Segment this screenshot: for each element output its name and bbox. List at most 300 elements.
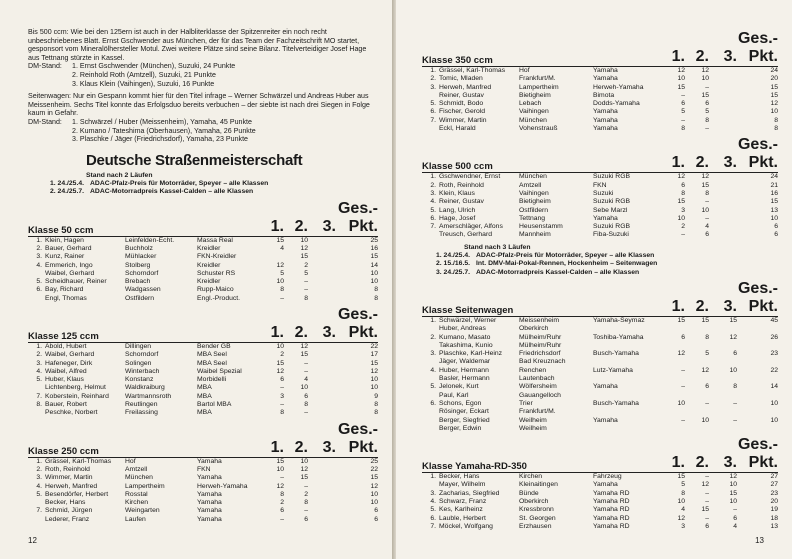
race3-cell xyxy=(308,409,336,417)
total-cell: 8 xyxy=(774,116,778,124)
place-cell: 2. xyxy=(430,333,436,341)
results-section xyxy=(28,306,378,418)
race3-cell xyxy=(308,278,336,286)
total-cell: 15 xyxy=(370,474,378,482)
town-cell: Reutlingen xyxy=(125,401,158,409)
dm-stand-item: 3. Klaus Klein (Vaihingen), Suzuki, 16 Punkte xyxy=(72,79,215,88)
town-cell: Stolberg xyxy=(125,261,151,269)
column-header: 1. xyxy=(270,438,284,456)
rider-cell: Huber, Andreas xyxy=(439,325,486,333)
race3-cell xyxy=(308,393,336,401)
table-row xyxy=(422,350,778,358)
race2-cell: 2 xyxy=(304,261,308,269)
machine-cell xyxy=(593,392,659,400)
race1-cell: 8 xyxy=(280,490,284,498)
place-cell: 5. xyxy=(36,376,42,384)
column-header: 1. xyxy=(671,154,685,172)
rider-cell: Waibel, Gerhard xyxy=(45,269,95,277)
total-cell: 24 xyxy=(770,173,778,181)
rider-cell: Lederer, Franz xyxy=(45,515,90,523)
table-row xyxy=(28,401,378,409)
table-row xyxy=(422,358,778,366)
table-row xyxy=(422,100,778,108)
race1-cell: 10 xyxy=(276,278,284,286)
place-cell: 7. xyxy=(430,522,436,530)
total-cell: 20 xyxy=(770,497,778,505)
table-row xyxy=(28,393,378,401)
machine-cell: Yamaha xyxy=(197,490,222,498)
place-cell xyxy=(422,92,439,100)
race3-cell xyxy=(308,237,336,245)
table-row xyxy=(28,491,378,499)
race3-cell: 10 xyxy=(729,366,737,374)
race2-cell: 15 xyxy=(701,181,709,189)
race3-cell xyxy=(308,376,336,384)
table-row xyxy=(422,223,778,231)
machine-cell: Waibel Spezial xyxy=(197,367,242,375)
race2-cell: 6 xyxy=(705,383,709,391)
town-cell: Dillingen xyxy=(125,342,152,350)
race1-cell: 10 xyxy=(677,399,685,407)
column-header: 2. xyxy=(294,323,308,341)
machine-cell: Rupp-Maico xyxy=(197,286,234,294)
race3-cell xyxy=(709,325,737,333)
race1-cell: – xyxy=(681,116,685,124)
total-cell: 10 xyxy=(370,269,378,277)
total-cell xyxy=(737,358,778,366)
town-cell: Lautenbach xyxy=(519,375,555,383)
race2-cell: – xyxy=(304,286,308,294)
race3-cell xyxy=(308,253,336,261)
dm-stand-500 xyxy=(28,62,378,88)
race2-cell: – xyxy=(304,482,308,490)
rider-cell: Zacharias, Siegfried xyxy=(439,489,500,497)
machine-cell: Herweh-Yamaha xyxy=(593,83,644,91)
machine-cell: Fahrzeug xyxy=(593,473,622,481)
race2-cell xyxy=(685,342,709,350)
column-header: Ges.-Pkt. xyxy=(737,279,778,315)
machine-cell: Yamaha xyxy=(593,108,618,116)
total-cell: 22 xyxy=(370,342,378,350)
race3-cell: 15 xyxy=(729,316,737,324)
machine-cell: Yamaha xyxy=(197,499,222,507)
race1-cell: 5 xyxy=(280,269,284,277)
table-row xyxy=(28,360,378,368)
place-cell: 5. xyxy=(36,490,42,498)
town-cell: Vaihingen xyxy=(519,108,549,116)
results-table xyxy=(422,473,778,531)
rider-cell: Kes, Karlheinz xyxy=(439,506,483,514)
stand-race xyxy=(422,269,778,277)
place-cell xyxy=(422,392,439,400)
race1-cell: 10 xyxy=(677,497,685,505)
machine-cell: MBA xyxy=(197,392,212,400)
total-cell: 8 xyxy=(374,286,378,294)
table-row xyxy=(28,384,378,392)
town-cell: Ostfildern xyxy=(125,294,155,302)
town-cell: Renchen xyxy=(519,366,547,374)
race1-cell: 8 xyxy=(280,409,284,417)
results-table xyxy=(28,458,378,524)
race2-cell: 15 xyxy=(701,91,709,99)
race3-cell: 12 xyxy=(729,473,737,481)
total-cell: 10 xyxy=(770,399,778,407)
right-page-content xyxy=(422,0,778,531)
town-cell: Solingen xyxy=(125,359,152,367)
total-cell: 15 xyxy=(770,83,778,91)
place-cell: 5. xyxy=(430,100,436,108)
table-row xyxy=(28,483,378,491)
results-section xyxy=(422,436,778,531)
town-cell: Bad Kreuznach xyxy=(519,358,566,366)
total-cell xyxy=(737,425,778,433)
rider-cell: Bauer, Robert xyxy=(45,401,87,409)
machine-cell: Herweh-Yamaha xyxy=(197,482,248,490)
race1-cell: 4 xyxy=(280,244,284,252)
rider-cell: Basler, Hermann xyxy=(439,375,490,383)
column-header: 3. xyxy=(322,217,336,235)
race3-cell xyxy=(709,215,737,223)
race1-cell: 10 xyxy=(677,75,685,83)
dm-stand-item: 3. Plaschke / Jäger (Friedrichsdorf), Yamaha, 23 Punkte xyxy=(72,135,248,144)
place-cell: 6. xyxy=(430,399,436,407)
race3-cell xyxy=(709,75,737,83)
total-cell: 17 xyxy=(370,351,378,359)
table-row xyxy=(422,481,778,489)
place-cell: 8. xyxy=(36,401,42,409)
table-row xyxy=(422,198,778,206)
right-results-bottom xyxy=(422,280,778,531)
column-header: 3. xyxy=(723,297,737,315)
rider-cell: Amerschläger, Alfons xyxy=(439,223,503,231)
stand-race-text: ADAC-Pfalz-Preis für Motorräder, Speyer – alle Klassen xyxy=(476,252,655,260)
race2-cell: 10 xyxy=(701,206,709,214)
stand-block xyxy=(28,172,378,197)
table-row xyxy=(422,92,778,100)
race1-cell: 12 xyxy=(677,350,685,358)
town-cell: Lampertheim xyxy=(519,83,559,91)
race2-cell: 15 xyxy=(300,253,308,261)
machine-cell xyxy=(593,342,659,350)
race3-cell xyxy=(709,223,737,231)
race3-cell xyxy=(709,425,737,433)
race2-cell: 4 xyxy=(304,376,308,384)
table-row xyxy=(28,466,378,474)
town-cell: Mülheim/Ruhr xyxy=(519,341,562,349)
total-cell: 14 xyxy=(370,261,378,269)
total-cell: 27 xyxy=(770,473,778,481)
town-cell: Konstanz xyxy=(125,376,154,384)
total-cell: 10 xyxy=(370,384,378,392)
race1-cell: 8 xyxy=(681,489,685,497)
total-cell: 18 xyxy=(770,514,778,522)
total-cell: 10 xyxy=(770,108,778,116)
race1-cell: 15 xyxy=(276,359,284,367)
place-cell xyxy=(422,342,439,350)
machine-cell: MBA xyxy=(197,384,212,392)
column-header: 1. xyxy=(671,454,685,472)
total-cell: 6 xyxy=(774,231,778,239)
rider-cell: Eckl, Harald xyxy=(439,125,476,133)
intro-block xyxy=(28,28,378,144)
total-cell: 8 xyxy=(374,401,378,409)
place-cell: 7. xyxy=(430,223,436,231)
race3-cell xyxy=(308,499,336,507)
rider-cell: Lichtenberg, Helmut xyxy=(45,384,106,392)
stand-race-date: 1. 24./25.4. xyxy=(49,180,84,188)
machine-cell: Dodds-Yamaha xyxy=(593,100,640,108)
race2-cell: 8 xyxy=(304,401,308,409)
table-row xyxy=(422,417,778,425)
rider-cell: Mayer, Wilhelm xyxy=(439,481,486,489)
column-header: Ges.-Pkt. xyxy=(337,420,378,456)
race2-cell: – xyxy=(304,278,308,286)
table-row xyxy=(422,515,778,523)
place-cell: 4. xyxy=(36,367,42,375)
race2-cell: – xyxy=(705,83,709,91)
rider-cell: Roth, Reinhold xyxy=(439,181,484,189)
table-row xyxy=(422,498,778,506)
machine-cell: Yamaha xyxy=(593,67,618,74)
table-row xyxy=(28,278,378,286)
table-row xyxy=(422,125,778,133)
race2-cell: 12 xyxy=(300,244,308,252)
results-table xyxy=(28,343,378,418)
table-row xyxy=(422,334,778,342)
dm-stand-label: DM-Stand: xyxy=(28,117,62,126)
place-cell xyxy=(422,408,439,416)
table-row xyxy=(422,367,778,375)
seitenwagen-paragraph: Seitenwagen: Nur ein Gespann kommt hier für den Titel infrage – Werner Schwärzel und Andreas Huber aus Meissenheim. Sechs Titel konnte das Erfolgsduo bereits verbuchen – der siebte ist nach drei Siegen in Folge kaum in Gefahr. xyxy=(28,92,370,118)
place-cell: 5. xyxy=(430,506,436,514)
town-cell: Kleinaitingen xyxy=(519,481,558,489)
town-cell: Weilheim xyxy=(519,424,547,432)
race3-cell xyxy=(308,491,336,499)
race1-cell xyxy=(659,342,685,350)
machine-cell xyxy=(593,358,659,366)
race1-cell: 12 xyxy=(677,514,685,522)
race3-cell xyxy=(308,343,336,351)
section-header xyxy=(422,436,778,473)
race2-cell: 6 xyxy=(705,231,709,239)
total-cell: 23 xyxy=(770,350,778,358)
page-title: Deutsche Straßenmeisterschaft xyxy=(86,151,303,169)
left-page xyxy=(0,0,392,559)
machine-cell: Massa Real xyxy=(197,236,233,244)
town-cell: Lebach xyxy=(519,100,542,108)
race2-cell: 12 xyxy=(300,465,308,473)
rider-cell: Reiner, Gustav xyxy=(439,198,484,206)
town-cell: Lampertheim xyxy=(125,482,165,490)
race1-cell: – xyxy=(681,231,685,239)
race3-cell: – xyxy=(733,399,737,407)
table-row xyxy=(422,408,778,416)
race1-cell: 15 xyxy=(677,316,685,324)
race1-cell: 6 xyxy=(280,507,284,515)
race2-cell: 12 xyxy=(300,342,308,350)
rider-cell: Berger, Siegfried xyxy=(439,416,490,424)
race2-cell: – xyxy=(705,198,709,206)
race1-cell: 10 xyxy=(677,214,685,222)
column-header: 2. xyxy=(294,217,308,235)
total-cell: 22 xyxy=(370,465,378,473)
town-cell: Freilassing xyxy=(125,409,158,417)
town-cell: Mannheim xyxy=(519,231,551,239)
machine-cell: Lutz-Yamaha xyxy=(593,366,633,374)
town-cell: München xyxy=(519,173,547,181)
race1-cell xyxy=(659,392,685,400)
machine-cell: Engl.-Product. xyxy=(197,294,241,302)
rider-cell: Wimmer, Martin xyxy=(45,474,93,482)
race1-cell: 6 xyxy=(280,376,284,384)
table-row xyxy=(28,351,378,359)
town-cell: Wartmannsroth xyxy=(125,392,172,400)
right-page xyxy=(396,0,792,559)
town-cell: Kirchen xyxy=(519,473,543,481)
total-cell: 22 xyxy=(770,366,778,374)
total-cell: 10 xyxy=(370,490,378,498)
town-cell: Wölfersheim xyxy=(519,383,557,391)
race3-cell xyxy=(308,483,336,491)
race2-cell: – xyxy=(705,125,709,133)
race3-cell xyxy=(709,84,737,92)
dm-stand-list xyxy=(72,62,378,88)
results-table xyxy=(422,317,778,433)
race3-cell xyxy=(308,516,336,524)
rider-cell: Klein, Klaus xyxy=(439,189,475,197)
machine-cell: Yamaha xyxy=(593,481,618,489)
town-cell: Weilheim xyxy=(519,416,547,424)
section-header xyxy=(422,280,778,317)
race3-cell: 8 xyxy=(733,383,737,391)
race3-cell xyxy=(709,92,737,100)
table-row xyxy=(28,507,378,515)
town-cell: München xyxy=(519,116,547,124)
total-cell: 21 xyxy=(770,181,778,189)
race2-cell: 8 xyxy=(705,333,709,341)
rider-cell: Grässel, Karl-Thomas xyxy=(439,67,506,74)
town-cell: Kirchen xyxy=(125,499,149,507)
column-header: 2. xyxy=(695,454,709,472)
town-cell: Kressbronn xyxy=(519,506,554,514)
machine-cell: Yamaha RD xyxy=(593,506,630,514)
race2-cell: 10 xyxy=(300,384,308,392)
race3-cell: – xyxy=(733,506,737,514)
table-row xyxy=(28,516,378,524)
race1-cell: 6 xyxy=(681,333,685,341)
rider-cell: Koberstein, Reinhard xyxy=(45,392,109,400)
town-cell: Mülheim/Ruhr xyxy=(519,333,562,341)
race3-cell xyxy=(709,207,737,215)
rider-cell: Wimmer, Martin xyxy=(439,116,487,124)
race2-cell: – xyxy=(705,214,709,222)
rider-cell: Grässel, Karl-Thomas xyxy=(45,457,112,465)
total-cell xyxy=(737,342,778,350)
total-cell xyxy=(737,325,778,333)
stand-race-date: 3. 24./25.7. xyxy=(435,268,470,276)
place-cell: 2. xyxy=(430,75,436,83)
table-row xyxy=(28,409,378,417)
results-section xyxy=(28,421,378,524)
results-table xyxy=(422,67,778,133)
total-cell: 19 xyxy=(770,506,778,514)
table-row xyxy=(28,499,378,507)
table-row xyxy=(422,375,778,383)
race3-cell xyxy=(709,108,737,116)
right-results-top xyxy=(422,30,778,240)
place-cell: 3. xyxy=(430,350,436,358)
total-cell: 8 xyxy=(374,409,378,417)
section-header xyxy=(422,30,778,67)
machine-cell: FKN xyxy=(593,181,607,189)
total-cell xyxy=(737,375,778,383)
table-row xyxy=(422,108,778,116)
town-cell: Leinfelden-Echt. xyxy=(125,236,175,244)
table-row xyxy=(28,245,378,253)
dm-stand-label: DM-Stand: xyxy=(28,62,62,71)
rider-cell: Huber, Hermann xyxy=(439,366,489,374)
total-cell: 10 xyxy=(370,278,378,286)
results-section xyxy=(422,30,778,133)
race3-cell xyxy=(709,375,737,383)
race3-cell xyxy=(308,401,336,409)
race1-cell xyxy=(659,325,685,333)
machine-cell xyxy=(593,375,659,383)
results-table xyxy=(422,173,778,239)
place-cell: 1. xyxy=(430,173,436,181)
race2-cell: 15 xyxy=(300,351,308,359)
machine-cell: Busch-Yamaha xyxy=(593,350,639,358)
race1-cell: 2 xyxy=(280,499,284,507)
race2-cell: – xyxy=(304,359,308,367)
rider-cell: Schwärzel, Werner xyxy=(439,316,497,324)
race1-cell: – xyxy=(681,366,685,374)
rider-cell: Herweh, Manfred xyxy=(439,83,492,91)
table-row xyxy=(28,474,378,482)
race3-cell xyxy=(308,270,336,278)
race2-cell xyxy=(685,325,709,333)
column-header: 2. xyxy=(695,154,709,172)
race1-cell: 15 xyxy=(276,236,284,244)
town-cell: Oberkirch xyxy=(519,497,549,505)
town-cell: Wadgassen xyxy=(125,286,161,294)
place-cell: 7. xyxy=(430,116,436,124)
race2-cell: 5 xyxy=(304,269,308,277)
stand-heading: Stand nach 3 Läufen xyxy=(464,243,531,251)
place-cell: 1. xyxy=(36,342,42,350)
machine-cell: Yamaha xyxy=(197,507,222,515)
race3-cell xyxy=(308,466,336,474)
section-header xyxy=(28,306,378,343)
total-cell: 24 xyxy=(770,67,778,74)
total-cell: 12 xyxy=(370,367,378,375)
stand-heading: Stand nach 2 Läufen xyxy=(86,171,153,179)
race2-cell xyxy=(685,408,709,416)
table-row xyxy=(422,182,778,190)
race2-cell: – xyxy=(304,367,308,375)
rider-cell: Gschwendner, Ernst xyxy=(439,173,501,181)
machine-cell: Yamaha xyxy=(197,515,222,523)
race1-cell: – xyxy=(681,383,685,391)
results-section xyxy=(28,200,378,303)
town-cell: Weingarten xyxy=(125,507,160,515)
table-row xyxy=(422,425,778,433)
machine-cell: Morbidelli xyxy=(197,376,227,384)
town-cell: Buchholz xyxy=(125,244,153,252)
town-cell: Schorndorf xyxy=(125,351,159,359)
rider-cell: Engl, Thomas xyxy=(45,294,87,302)
total-cell: 8 xyxy=(374,294,378,302)
